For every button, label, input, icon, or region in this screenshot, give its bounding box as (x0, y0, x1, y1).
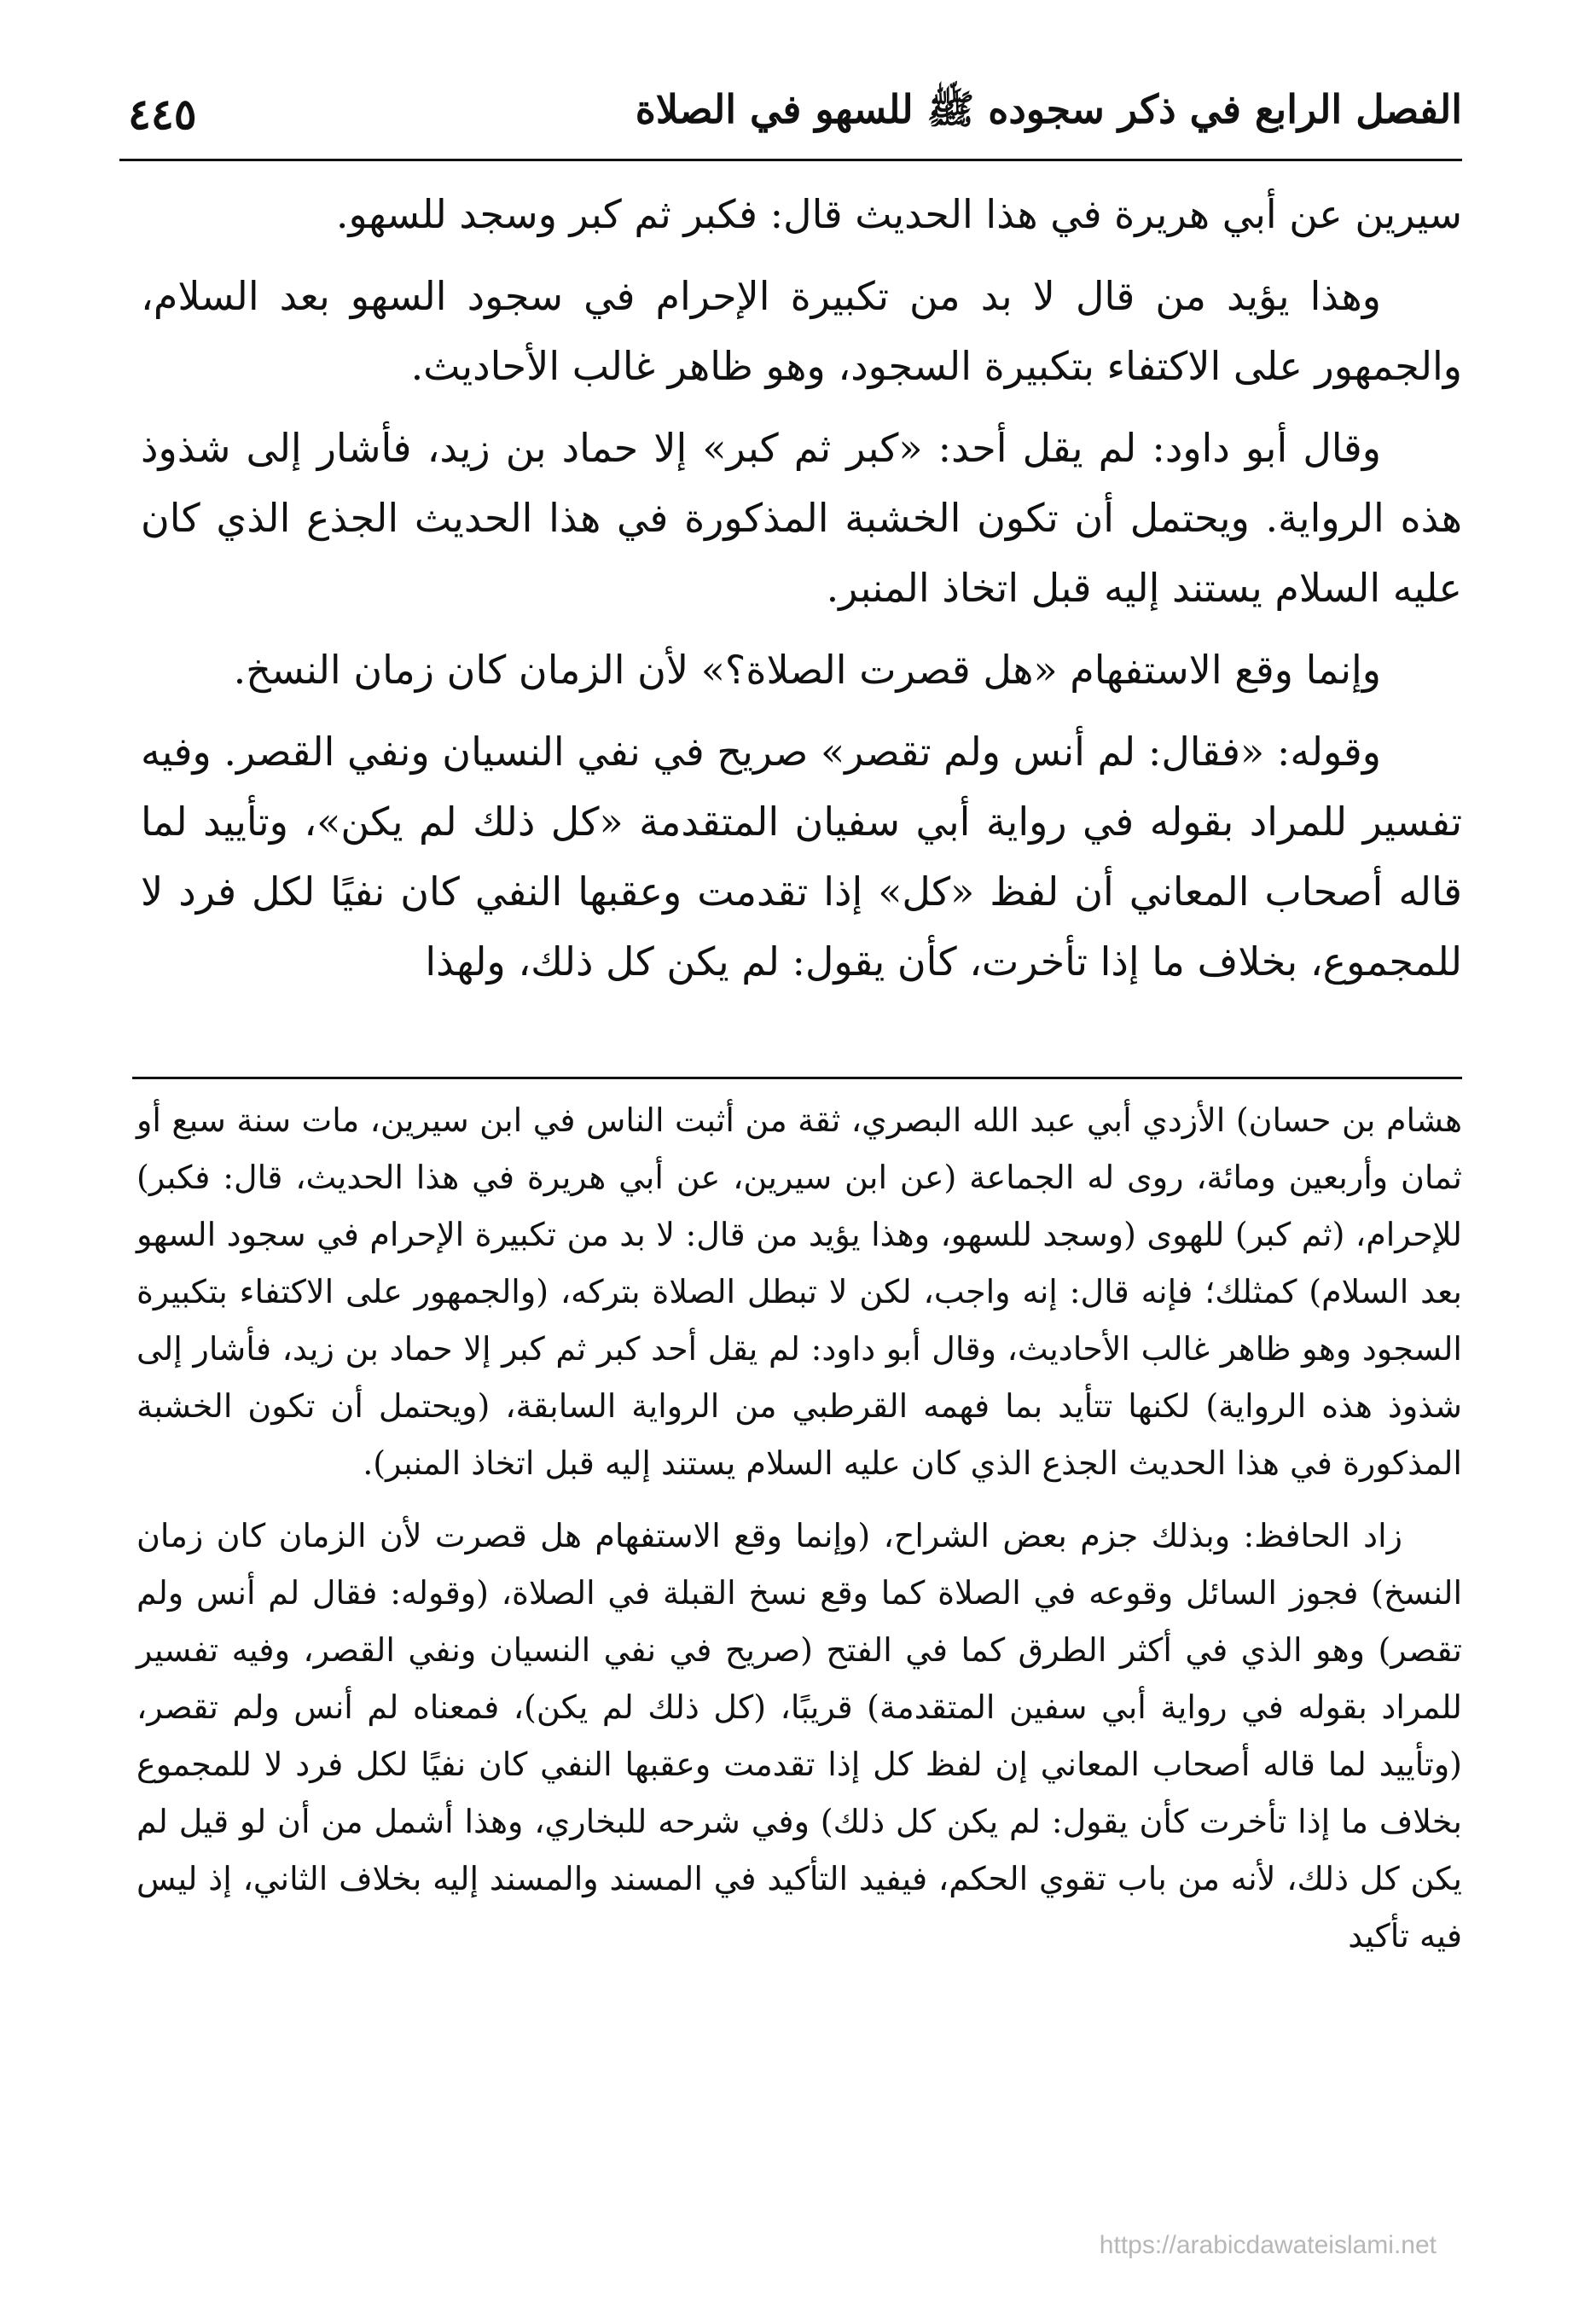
main-paragraph: سيرين عن أبي هريرة في هذا الحديث قال: فكبر ثم كبر وسجد للسهو. (335, 191, 1462, 237)
main-paragraph: وقوله: «فقال: لم أنس ولم تقصر» صريح في نفي النسيان ونفي القصر. وفيه تفسير للمراد بقوله في رواية أبي سفيان المتقدمة «كل ذلك لم يكن»، وتأييد لما قاله أصحاب المعاني أن لفظ «كل» إذا تقدمت وعقبها النفي كان نفيًا لكل فرد لا للمجموع، بخلاف ما إذا تأخرت، كأن يقول: لم يكن كل ذلك، ولهذا (141, 729, 1462, 985)
main-paragraph: وقال أبو داود: لم يقل أحد: «كبر ثم كبر» إلا حماد بن زيد، فأشار إلى شذوذ هذه الرواية. ويحتمل أن تكون الخشبة المذكورة في هذا الحديث الجذع الذي كان عليه السلام يستند إليه قبل اتخاذ المنبر. (141, 425, 1462, 611)
page-number: ٤٤٥ (128, 88, 197, 139)
commentary-paragraph: زاد الحافظ: وبذلك جزم بعض الشراح، (وإنما وقع الاستفهام هل قصرت لأن الزمان كان زمان النسخ) فجوز السائل وقوعه في الصلاة كما وقع نسخ القبلة في الصلاة، (وقوله: فقال لم أنس ولم تقصر) وهو الذي في أكثر الطرق كما في الفتح (صريح في نفي النسيان ونفي القصر، وفيه تفسير للمراد بقوله في رواية أبي سفين المتقدمة) قريبًا، (كل ذلك لم يكن)، فمعناه لم أنس ولم تقصر، (وتأييد لما قاله أصحاب المعاني إن لفظ كل إذا تقدمت وعقبها النفي كان نفيًا لكل فرد لا للمجموع بخلاف ما إذا تأخرت كأن يقول: لم يكن كل ذلك) وفي شرحه للبخاري، وهذا أشمل من أن لو قيل لم يكن كل ذلك، لأنه من باب تقوي الحكم، فيفيد التأكيد في المسند والمسند إليه بخلاف الثاني، إذ ليس فيه تأكيد (136, 1517, 1462, 1955)
chapter-title: الفصل الرابع في ذكر سجوده ﷺ للسهو في الصلاة (635, 85, 1462, 132)
commentary-text (136, 1092, 1462, 1980)
main-text (141, 179, 1462, 1008)
watermark-url: https://arabicdawateislami.net (1099, 2231, 1437, 2259)
running-header (128, 75, 1462, 152)
header-rule (119, 159, 1462, 161)
commentary-paragraph: هشام بن حسان) الأزدي أبي عبد الله البصري، ثقة من أثبت الناس في ابن سيرين، مات سنة سبع أو ثمان وأربعين ومائة، روى له الجماعة (عن ابن سيرين، عن أبي هريرة في هذا الحديث، قال: فكبر) للإحرام، (ثم كبر) للهوى (وسجد للسهو، وهذا يؤيد من قال: لا بد من تكبيرة الإحرام في سجود السهو بعد السلام) كمثلك؛ فإنه قال: إنه واجب، لكن لا تبطل الصلاة بتركه، (والجمهور على الاكتفاء بتكبيرة السجود وهو ظاهر غالب الأحاديث، وقال أبو داود: لم يقل أحد كبر ثم كبر إلا حماد بن زيد، فأشار إلى شذوذ هذه الرواية) لكنها تتأيد بما فهمه القرطبي من الرواية السابقة، (ويحتمل أن تكون الخشبة المذكورة في هذا الحديث الجذع الذي كان عليه السلام يستند إليه قبل اتخاذ المنبر). (136, 1101, 1462, 1482)
main-paragraph: وهذا يؤيد من قال لا بد من تكبيرة الإحرام في سجود السهو بعد السلام، والجمهور على الاكتفاء بتكبيرة السجود، وهو ظاهر غالب الأحاديث. (141, 273, 1462, 389)
main-paragraph: وإنما وقع الاستفهام «هل قصرت الصلاة؟» لأن الزمان كان زمان النسخ. (233, 647, 1381, 693)
footnote-rule (132, 1077, 1462, 1079)
